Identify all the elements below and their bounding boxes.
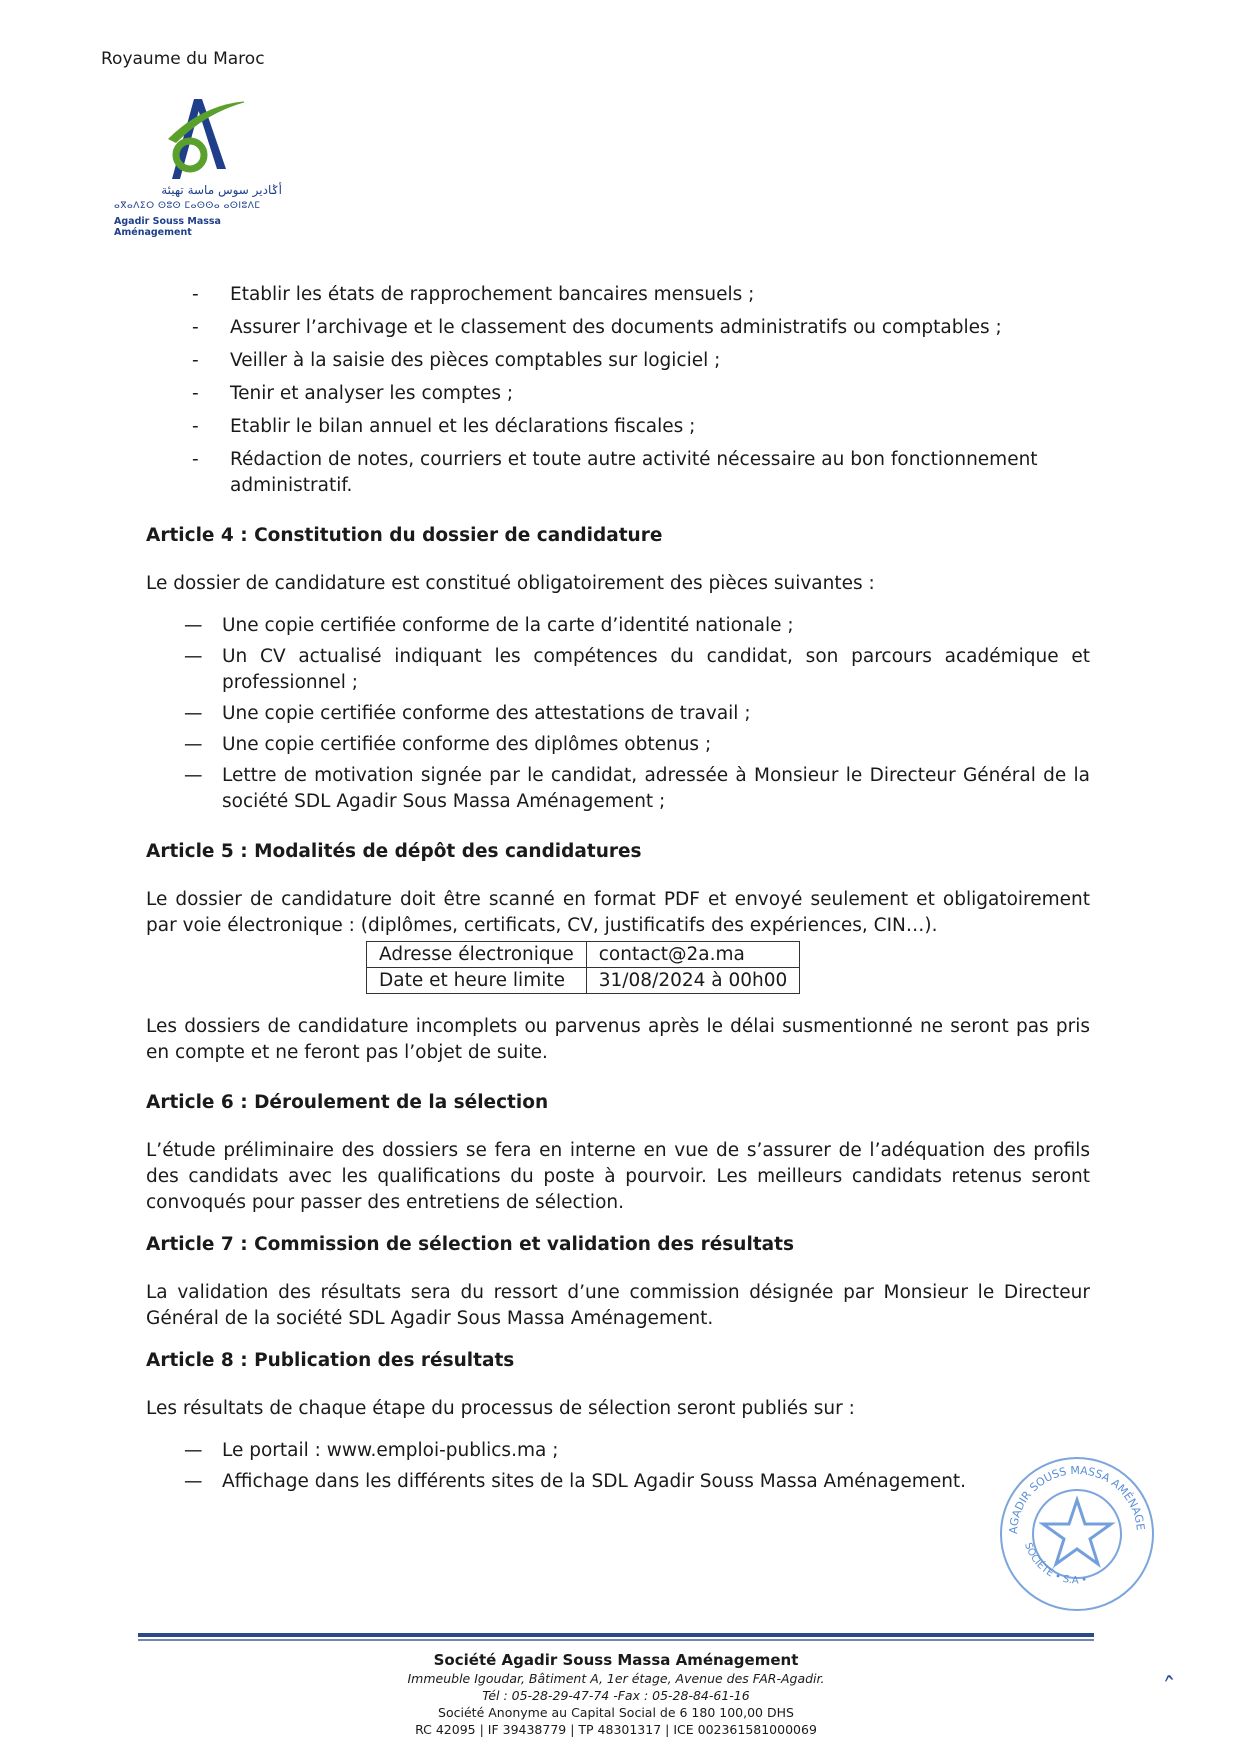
list-item: - Tenir et analyser les comptes ; [192,383,514,404]
company-stamp [995,1452,1160,1617]
publication-list [140,1438,1090,1495]
svg-text:AGADIR SOUSS MASSA AMÉNAGEMENT: AGADIR SOUSS MASSA AMÉNAGE [1006,1463,1147,1535]
logo-arabic-text: أݣادير سوس ماسة تهيئة [161,183,282,197]
list-item: - Etablir les états de rapprochement bancaires mensuels ; [192,284,755,305]
task-list [140,282,1090,499]
article-6-text: L’étude préliminaire des dossiers se fera en interne en vue de s’assurer de l’adéquation des profils des candidats avec les qualifications du poste à pourvoir. Les meilleurs candidats retenus seront convoqués pour passer des entretiens de sélection. [146,1140,1090,1213]
footer-ids: RC 42095 | IF 39438779 | TP 48301317 | ICE 002361581000069 [415,1722,817,1737]
deadline-value: 31/08/2024 à 00h00 [586,968,800,994]
list-item: - Etablir le bilan annuel et les déclarations fiscales ; [192,416,696,437]
company-logo [114,95,284,238]
list-item: — Lettre de motivation signée par le candidat, adressée à Monsieur le Directeur Général de la société SDL Agadir Sous Massa Aménagement ; [184,765,1090,812]
article-7-title: Article 7 : Commission de sélection et validation des résultats [146,1234,794,1255]
logo-french-text: Agadir Souss Massa Aménagement [114,216,221,238]
logo-tifinagh-text: ⴰⴳⴰⴷⵉⵔ ⵙⵓⵙ ⵎⴰⵙⵙⴰ ⴰⵙⵏⵓⴷⵎ [114,201,261,211]
footer-divider [138,1633,1094,1637]
footer-phone: Tél : 05-28-29-47-74 -Fax : 05-28-84-61-16 [482,1688,750,1703]
article-4-title: Article 4 : Constitution du dossier de candidature [146,525,663,546]
footer-address: Immeuble Igoudar, Bâtiment A, 1er étage, Avenue des FAR-Agadir. [407,1671,825,1686]
table-row [367,942,800,968]
footer-divider [138,1639,1094,1641]
email-label: Adresse électronique [367,942,587,968]
footer [138,1650,1094,1738]
list-item: — Une copie certifiée conforme des diplômes obtenus ; [184,734,712,755]
table-row [367,968,800,994]
list-item: — Le portail : www.emploi-publics.ma ; [184,1440,559,1461]
list-item: — Une copie certifiée conforme des attestations de travail ; [184,703,751,724]
footer-capital: Société Anonyme au Capital Social de 6 180 100,00 DHS [438,1705,794,1720]
article-6-title: Article 6 : Déroulement de la sélection [146,1092,549,1113]
article-4-intro: Le dossier de candidature est constitué obligatoirement des pièces suivantes : [146,573,875,594]
footer-company: Société Agadir Souss Massa Aménagement [433,1651,799,1669]
document-list [140,613,1090,815]
article-8-title: Article 8 : Publication des résultats [146,1350,515,1371]
document-body [140,282,1090,1500]
handwritten-initials: ˆ [1157,1670,1181,1707]
list-item: - Rédaction de notes, courriers et toute autre activité nécessaire au bon fonctionnement administratif. [192,449,1038,496]
list-item: — Une copie certifiée conforme de la carte d’identité nationale ; [184,615,794,636]
article-8-intro: Les résultats de chaque étape du processus de sélection seront publiés sur : [146,1398,855,1419]
article-7-text: La validation des résultats sera du ressort d’une commission désignée par Monsieur le Directeur Général de la société SDL Agadir Sous Massa Aménagement. [146,1282,1090,1329]
kingdom-header: Royaume du Maroc [101,49,265,69]
stamp-star-icon [995,1452,1160,1617]
list-item: - Veiller à la saisie des pièces comptables sur logiciel ; [192,350,721,371]
logo-mark-icon [154,95,244,183]
svg-text:SOCIÉTÉ • S.A •: SOCIÉTÉ • S.A • [1022,1541,1089,1587]
deadline-label: Date et heure limite [367,968,587,994]
email-value[interactable]: contact@2a.ma [586,942,800,968]
list-item: — Un CV actualisé indiquant les compétences du candidat, son parcours académique et professionnel ; [184,646,1090,693]
article-5-title: Article 5 : Modalités de dépôt des candidatures [146,841,642,862]
list-item: — Affichage dans les différents sites de la SDL Agadir Souss Massa Aménagement. [184,1471,967,1492]
article-5-note: Les dossiers de candidature incomplets ou parvenus après le délai susmentionné ne seront pas pris en compte et ne feront pas l’objet de suite. [146,1016,1090,1063]
article-5-text: Le dossier de candidature doit être scanné en format PDF et envoyé seulement et obligatoirement par voie électronique : (diplômes, certificats, CV, justificatifs des expériences, CIN…). [146,889,1090,936]
contact-table [366,941,800,994]
list-item: - Assurer l’archivage et le classement des documents administratifs ou comptables ; [192,317,1002,338]
